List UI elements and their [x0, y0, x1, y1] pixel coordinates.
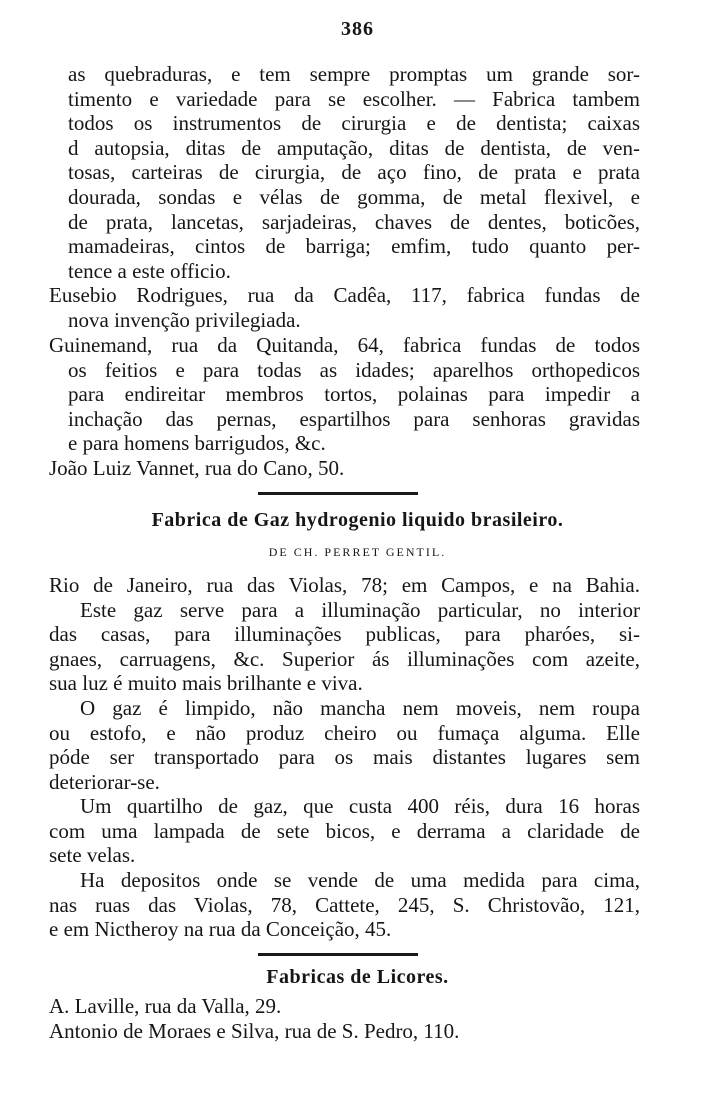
entry-line: inchação das pernas, espartilhos para senhoras gravidas	[68, 406, 640, 431]
text-line: timento e variedade para se escolher. — Fabrica tambem	[68, 86, 640, 111]
text-line: das casas, para illuminações publicas, para pharóes, si-	[49, 622, 640, 647]
text-line: nas ruas das Violas, 78, Cattete, 245, S. Christovão, 121,	[49, 892, 640, 917]
text-line: ou estofo, e não produz cheiro ou fumaça alguma. Elle	[49, 720, 640, 745]
text-line: póde ser transportado para os mais distantes lugares sem	[49, 745, 640, 770]
gas-paragraph	[0, 696, 715, 794]
entry-line: nova invenção privilegiada.	[68, 307, 301, 332]
directory-entry: Antonio de Moraes e Silva, rua de S. Pedro, 110.	[49, 1018, 460, 1043]
text-line: todos os instrumentos de cirurgia e de dentista; caixas	[68, 111, 640, 136]
text-line: d autopsia, ditas de amputação, ditas de dentista, de ven-	[68, 135, 640, 160]
text-line: com uma lampada de sete bicos, e derrama a claridade de	[49, 818, 640, 843]
text-line: e em Nictheroy na rua da Conceição, 45.	[49, 917, 392, 942]
text-line: sete velas.	[49, 843, 136, 868]
text-line: tosas, carteiras de cirurgia, de aço fino, de prata e prata	[68, 160, 640, 185]
entry-line: e para homens barrigudos, &c.	[68, 431, 326, 456]
entry-first-line: João Luiz Vannet, rua do Cano, 50.	[49, 456, 345, 480]
text-line: Um quartilho de gaz, que custa 400 réis, dura 16 horas	[80, 794, 640, 818]
page-number: 386	[341, 18, 374, 40]
gas-paragraph	[0, 868, 715, 942]
text-line: sua luz é muito mais brilhante e viva.	[49, 671, 363, 696]
directory-entry	[0, 333, 715, 456]
text-line: Rio de Janeiro, rua das Violas, 78; em Campos, e na Bahia.	[49, 573, 640, 597]
entry-line: os feitios e para todas as idades; aparelhos orthopedicos	[68, 357, 640, 382]
instrument-maker-text	[0, 62, 715, 283]
text-line: Este gaz serve para a illuminação particular, no interior	[80, 597, 640, 622]
liquor-entries	[0, 994, 715, 1043]
gas-paragraph	[0, 794, 715, 868]
section-title: Fabricas de Licores.	[266, 966, 449, 988]
entry-first-line: Guinemand, rua da Quitanda, 64, fabrica fundas de todos	[49, 333, 640, 357]
text-line: dourada, sondas e vélas de gomma, de metal flexivel, e	[68, 184, 640, 209]
section-divider	[258, 953, 418, 956]
text-line: O gaz é limpido, não mancha nem moveis, nem roupa	[80, 696, 640, 720]
text-line: mamadeiras, cintos de barriga; emfim, tudo quanto per-	[68, 234, 640, 259]
directory-entry: A. Laville, rua da Valla, 29.	[49, 994, 282, 1018]
text-line: gnaes, carruagens, &c. Superior ás illuminações com azeite,	[49, 646, 640, 671]
section-subtitle: DE CH. PERRET GENTIL.	[268, 545, 447, 559]
directory-entry	[0, 283, 715, 332]
directory-entry	[0, 456, 715, 481]
gas-paragraph	[0, 573, 715, 696]
text-line: tence a este officio.	[68, 258, 231, 283]
text-line: deteriorar-se.	[49, 769, 160, 794]
section-title: Fabrica de Gaz hydrogenio liquido brasileiro.	[151, 509, 564, 531]
entry-first-line: Eusebio Rodrigues, rua da Cadêa, 117, fabrica fundas de	[49, 283, 640, 307]
entry-line: para endireitar membros tortos, polainas para impedir a	[68, 382, 640, 407]
section-divider	[258, 492, 418, 495]
text-line: de prata, lancetas, sarjadeiras, chaves de dentes, boticões,	[68, 209, 640, 234]
text-line: as quebraduras, e tem sempre promptas um grande sor-	[68, 62, 640, 86]
text-line: Ha depositos onde se vende de uma medida para cima,	[80, 868, 640, 892]
